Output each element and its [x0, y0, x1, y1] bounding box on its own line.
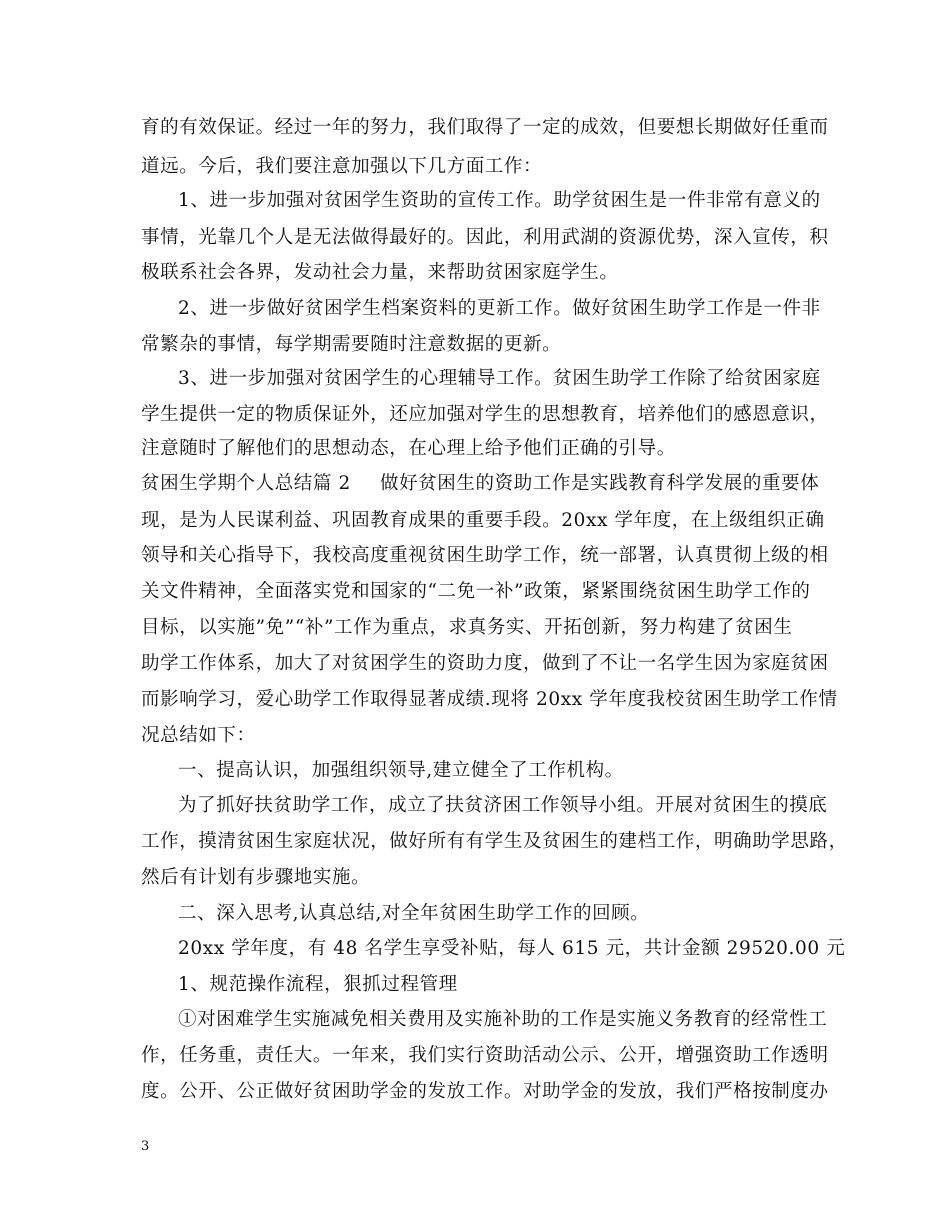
text-line: 二、深入思考,认真总结,对全年贫困生助学工作的回顾。 [178, 903, 650, 924]
text-line: 道远。今后，我们要注意加强以下几方面工作： [141, 156, 543, 177]
text-line: 常繁杂的事情，每学期需要随时注意数据的更新。 [141, 334, 562, 355]
text-line: 注意随时了解他们的思想动态，在心理上给予他们正确的引导。 [141, 438, 676, 459]
text-line: 然后有计划有步骤地实施。 [141, 867, 371, 888]
text-line: 3、进一步加强对贫困学生的心理辅导工作。贫困生助学工作除了给贫困家庭 [178, 368, 821, 389]
text-line: 学生提供一定的物质保证外，还应加强对学生的思想教育，培养他们的感恩意识， [141, 404, 829, 425]
section-heading-row [141, 473, 820, 494]
text-line: 工作，摸清贫困生家庭状况，做好所有有学生及贫困生的建档工作，明确助学思路， [141, 831, 848, 852]
page-number: 3 [141, 1139, 150, 1154]
text-line: 为了抓好扶贫助学工作，成立了扶贫济困工作领导小组。开展对贫困生的摸底 [178, 795, 828, 816]
text-line: 领导和关心指导下，我校高度重视贫困生助学工作，统一部署，认真贯彻上级的相 [141, 545, 829, 566]
text-line: 而影响学习，爱心助学工作取得显著成绩.现将 20xx 学年度我校贫困生助学工作情 [141, 689, 838, 710]
text-line: 育的有效保证。经过一年的努力，我们取得了一定的成效，但要想长期做好任重而 [141, 117, 829, 138]
text-line: 关文件精神，全面落实党和国家的“二免一补”政策，紧紧围绕贫困生助学工作的 [141, 581, 811, 602]
text-line: 目标，以实施”免”“补”工作为重点，求真务实、开拓创新，努力构建了贫困生 [141, 617, 793, 638]
text-line: 20xx 学年度，有 48 名学生享受补贴，每人 615 元，共计金额 29520.00 元 [178, 938, 846, 959]
text-line: 2、进一步做好贫困学生档案资料的更新工作。做好贫困生助学工作是一件非 [178, 298, 821, 319]
text-line: ①对困难学生实施减免相关费用及实施补助的工作是实施义务教育的经常性工 [178, 1009, 828, 1030]
section-first-line: 做好贫困生的资助工作是实践教育科学发展的重要体 [380, 473, 820, 494]
text-line: 1、规范操作流程，狠抓过程管理 [178, 974, 458, 995]
text-line: 1、进一步加强对贫困学生资助的宣传工作。助学贫困生是一件非常有意义的 [178, 190, 821, 211]
text-line: 度。公开、公正做好贫困助学金的发放工作。对助学金的发放，我们严格按制度办 [141, 1081, 829, 1102]
text-line: 一、提高认识，加强组织领导,建立健全了工作机构。 [178, 760, 624, 781]
text-line: 作，任务重，责任大。一年来，我们实行资助活动公示、公开，增强资助工作透明 [141, 1045, 829, 1066]
text-line: 助学工作体系，加大了对贫困学生的资助力度，做到了不让一名学生因为家庭贫困 [141, 653, 829, 674]
section-heading: 贫困生学期个人总结篇 2 [141, 473, 351, 494]
text-line: 况总结如下： [141, 725, 256, 746]
text-line: 极联系社会各界，发动社会力量，来帮助贫困家庭学生。 [141, 262, 619, 283]
text-line: 现，是为人民谋利益、巩固教育成果的重要手段。20xx 学年度，在上级组织正确 [141, 510, 825, 531]
text-line: 事情，光靠几个人是无法做得最好的。因此，利用武湖的资源优势，深入宣传，积 [141, 227, 829, 248]
